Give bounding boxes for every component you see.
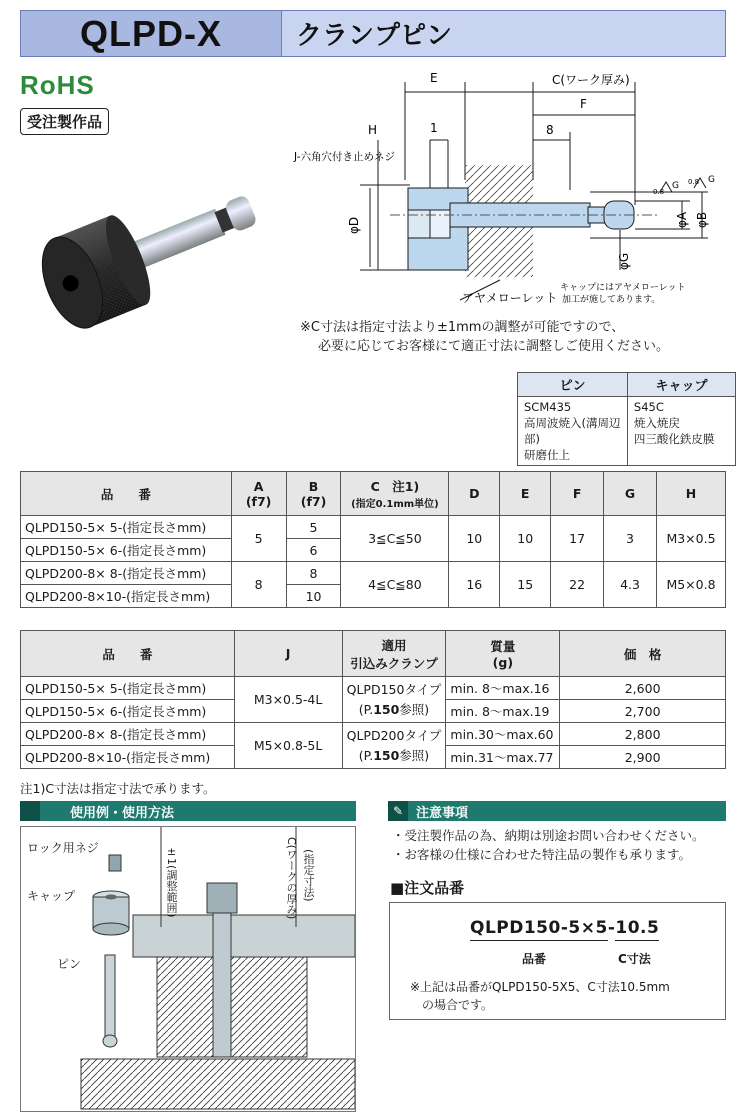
order-label-c: C寸法	[618, 952, 651, 966]
th-e: E	[500, 472, 551, 516]
caution-section-header: ✎ 注意事項	[388, 801, 726, 821]
usage-section-header: 使用例・使用方法	[20, 801, 356, 821]
dim-h: H	[368, 123, 378, 137]
label-ayame: アヤメローレット	[462, 291, 558, 305]
label-adjust: ±1(調整範囲)	[165, 845, 178, 918]
order-note: ※上記は品番がQLPD150-5X5、C寸法10.5mm の場合です。	[410, 980, 670, 1012]
technical-drawing	[290, 70, 736, 310]
label-j: J-六角穴付き止めネジ	[294, 151, 396, 163]
material-pin: SCM435 高周波焼入(溝周辺部) 研磨仕上	[518, 397, 628, 466]
table-row: QLPD150-5× 6-(指定長さmm) 6	[21, 539, 726, 562]
table-row: QLPD200-8× 8-(指定長さmm) 8 8 4≦C≦80 16 15 22 4.3 M5×0.8	[21, 562, 726, 585]
material-header-pin: ピン	[518, 373, 628, 397]
dim-f: F	[580, 97, 587, 111]
label-c-work: C(ワークの厚み)	[285, 837, 298, 920]
spec-table-dimensions	[20, 471, 726, 608]
th-price: 価 格	[560, 631, 726, 677]
spec-table-price	[20, 630, 726, 769]
ayame-note-1: キャップにはアヤメローレット	[560, 283, 686, 293]
th-g: G	[604, 472, 657, 516]
lock-screw-shape	[109, 855, 121, 871]
footnote: 注1)C寸法は指定寸法で承ります。	[20, 781, 216, 796]
th-b: B (f7)	[286, 472, 341, 516]
dim-phi-a: φA	[675, 211, 689, 228]
product-photo	[30, 180, 280, 340]
material-header-cap: キャップ	[627, 373, 735, 397]
finish-g-1: G	[672, 181, 679, 191]
table-row: QLPD150-5× 5-(指定長さmm) M3×0.5-4L QLPD150タイプ (P.150参照) min. 8～max.16 2,600	[21, 677, 726, 700]
th-c: C 注1) (指定0.1mm単位)	[341, 472, 449, 516]
th-j: J	[234, 631, 342, 677]
finish-g-2: G	[708, 175, 715, 185]
label-c-spec: (指定寸法)	[302, 849, 315, 902]
table-row: QLPD200-8×10-(指定長さmm) min.31～max.77 2,900	[21, 746, 726, 769]
label-pin: ピン	[57, 957, 82, 971]
th-f: F	[551, 472, 604, 516]
th-part: 品 番	[21, 472, 232, 516]
dim-phi-g: φG	[617, 252, 631, 270]
product-name: クランプピン	[282, 10, 726, 57]
order-heading: ■注文品番	[390, 879, 465, 897]
dim-phi-b: φB	[695, 211, 709, 228]
dim-phi-d: φD	[347, 216, 361, 234]
th-part-2: 品 番	[21, 631, 235, 677]
material-table	[517, 372, 736, 466]
rohs-logo: RoHS	[20, 70, 95, 100]
c-adjust-note: ※C寸法は指定寸法より±1mmの調整が可能ですので、 必要に応じてお客様にて適正寸法に調整しご使用ください。	[300, 320, 670, 354]
th-clamp: 適用 引込みクランプ	[342, 631, 446, 677]
dim-e: E	[430, 71, 438, 85]
dim-1: 1	[430, 121, 438, 135]
made-to-order-badge: 受注製作品	[20, 108, 109, 135]
order-label-part: 品番	[522, 952, 547, 966]
th-mass: 質量 (g)	[446, 631, 560, 677]
table-row: QLPD150-5× 5-(指定長さmm) 5 5 3≦C≦50 10 10 17 3 M3×0.5	[21, 516, 726, 539]
table-row: QLPD200-8× 8-(指定長さmm) M5×0.8-5L QLPD200タイプ (P.150参照) min.30～max.60 2,800	[21, 723, 726, 746]
table-row: QLPD200-8×10-(指定長さmm) 10	[21, 585, 726, 608]
roughness-1: 0.8	[653, 188, 665, 196]
th-h: H	[656, 472, 725, 516]
usage-illustration	[20, 826, 356, 1112]
table-row: QLPD150-5× 6-(指定長さmm) min. 8～max.19 2,700	[21, 700, 726, 723]
roughness-2: 0.8	[688, 178, 700, 186]
material-cap: S45C 焼入焼戻 四三酸化鉄皮膜	[627, 397, 735, 466]
ayame-note-2: 加工が施してあります。	[562, 295, 661, 305]
caution-text: ・受注製作品の為、納期は別途お問い合わせください。 ・お客様の仕様に合わせた特注品の製作も承ります。	[392, 828, 705, 862]
label-lock-screw: ロック用ネジ	[27, 841, 99, 855]
dim-8: 8	[546, 123, 554, 137]
th-d: D	[449, 472, 500, 516]
th-a: A (f7)	[231, 472, 286, 516]
product-code: QLPD-X	[20, 10, 282, 57]
label-cap: キャップ	[27, 889, 76, 903]
pencil-icon: ✎	[388, 801, 408, 821]
order-example: QLPD150-5×5-10.5	[470, 918, 659, 938]
dim-c: C(ワーク厚み)	[552, 73, 630, 87]
